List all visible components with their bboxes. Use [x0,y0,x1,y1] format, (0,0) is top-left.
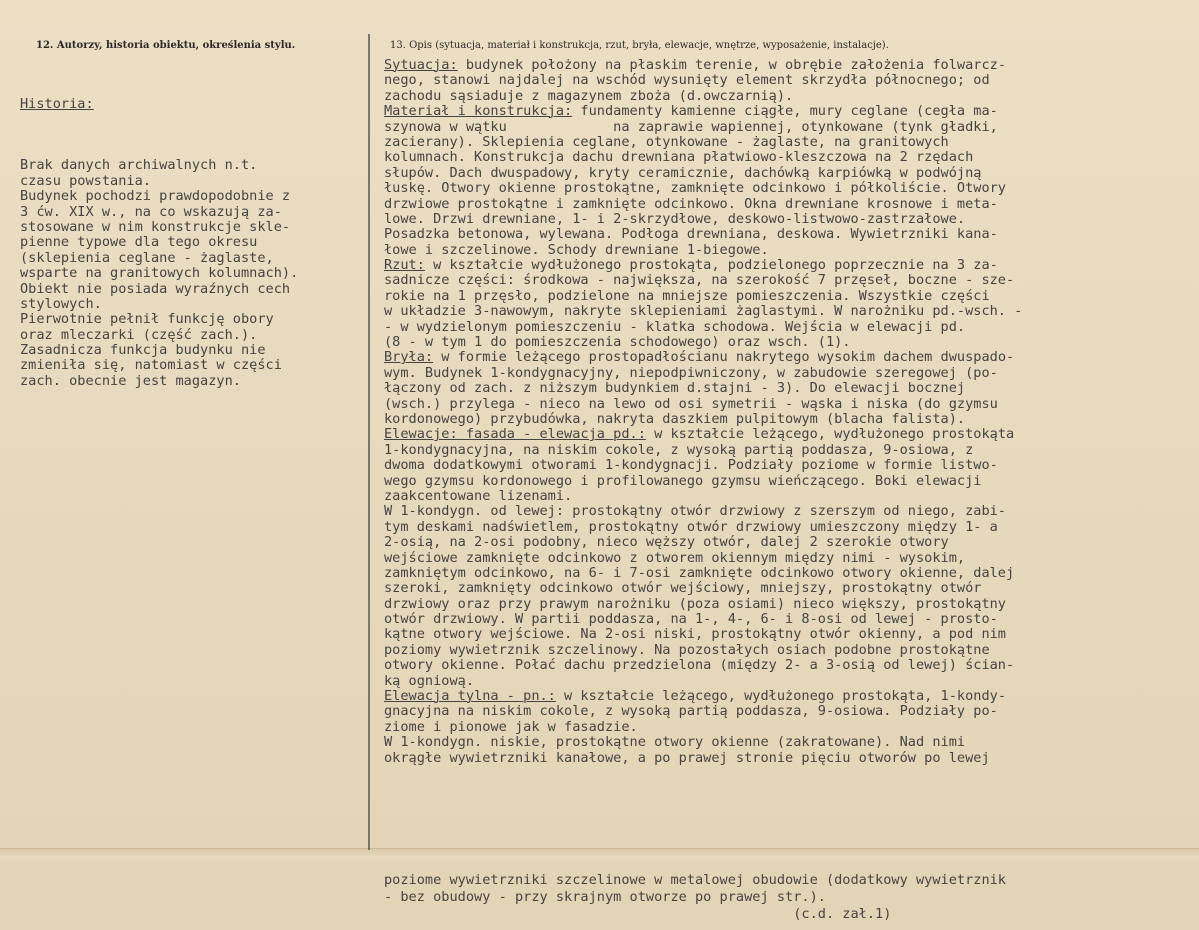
description-line [384,197,1022,212]
description-text: okrągłe wywietrzniki kanałowe, a po prawej stronie pięciu otworów po lewej [384,749,990,766]
section-label: Materiał i konstrukcja: [384,103,573,120]
description-line [384,427,1022,442]
description-text: wym. Budynek 1-kondygnacyjny, niepodpiwniczony, w zabudowie szeregowej (po- [384,364,998,381]
description-text: (wsch.) przylega - nieco na lewo od osi symetrii - wąska i niska (do gzymsu [384,395,998,412]
description-line [384,73,1022,88]
description-line [384,412,1022,427]
description-line [384,181,1022,196]
description-text: drzwiowy oraz przy prawym narożniku (poza osiami) nieco większy, prostokątny [384,595,1006,612]
description-line [384,643,1022,658]
description-text: kordonowego) przybudówka, nakryta daszkiem pulpitowym (blacha falista). [384,410,966,427]
description-text: łączony od zach. z niższym budynkiem d.stajni - 3). Do elewacji bocznej [384,380,966,397]
description-text: otwór drzwiowy. W partii poddasza, na 1-, 4-, 6- i 8-osi od lewej - prosto- [384,611,998,628]
description-text: gnacyjna na niskim cokole, z wysoką partią poddasza, 9-osiowa. Podziały po- [384,703,998,720]
history-line: czasu powstania. [20,172,151,189]
history-line: Brak danych archiwalnych n.t. [20,157,258,174]
column-divider [368,34,370,850]
description-text: otwory okienne. Połać dachu przedzielona (między 2- a 3-osią od lewej) ścian- [384,657,1015,674]
description-text: W 1-kondygn. niskie, prostokątne otwory okienne (zakratowane). Nad nimi [384,734,966,751]
description-line [384,350,1022,365]
description-text: rokie na 1 przęsło, podzielone na mniejsze pomieszczenia. Wszystkie części [384,287,990,304]
history-line: zmieniła się, natomiast w części [20,357,282,374]
section-label: Elewacje: fasada - elewacja pd.: [384,426,646,443]
description-line [384,258,1022,273]
history-line: Budynek pochodzi prawdopodobnie z [20,188,291,205]
description-line [384,212,1022,227]
description-line [384,612,1022,627]
description-line [384,658,1022,673]
history-line [20,143,298,158]
description-line [384,58,1022,73]
left-column-header: 12. Autorzy, historia obiektu, określenia stylu. [36,40,296,51]
continuation-line: poziome wywietrzniki szczelinowe w metalowej obudowie (dodatkowy wywietrznik [384,872,1006,888]
history-heading: Historia: [20,95,94,112]
description-line [384,551,1022,566]
description-text: budynek położony na płaskim terenie, w obrębie założenia folwarcz- [457,57,1007,73]
description-line [384,366,1022,381]
description-text: tym deskami nadświetlem, prostokątny otwór drzwiowy umieszczony między 1- a [384,518,998,535]
description-line [384,735,1022,750]
description-text: fundamenty kamienne ciągłe, mury ceglane (cegła ma- [572,103,998,120]
description-line [384,335,1022,350]
history-line: Pierwotnie pełnił funkcję obory [20,311,274,328]
description-text: zachodu sąsiaduje z magazynem zboża (d.owczarnią). [384,87,794,104]
description-line [384,320,1022,335]
description-line [384,120,1022,135]
description-text: ką ogniową. [384,672,475,689]
description-text: lowe. Drzwi drewniane, 1- i 2-skrzydłowe, deskowo-listwowo-zastrzałowe. [384,210,966,227]
history-line: zach. obecnie jest magazyn. [20,372,241,389]
description-text: zaakcentowane lizenami. [384,487,573,504]
description-text: zacierany). Sklepienia ceglane, otynkowane - żaglaste, na granitowych [384,133,949,150]
description-text: dwoma dodatkowymi otworami 1-kondygnacji. Podziały poziome w formie listwo- [384,457,998,474]
description-line [384,243,1022,258]
description-text: (8 - w tym 1 do pomieszczenia schodowego) oraz wsch. (1). [384,334,851,351]
description-line [384,566,1022,581]
description-column [384,58,1022,766]
continuation-text [384,872,1006,923]
description-text: ziome i pionowe jak w fasadzie. [384,718,638,735]
description-text: 1-kondygnacyjna, na niskim cokole, z wysoką partią poddasza, 9-osiowa, z [384,441,974,458]
description-text: W 1-kondygn. od lewej: prostokątny otwór drzwiowy z szerszym od niego, zabi- [384,503,1006,520]
history-line: stosowane w nim konstrukcje skle- [20,218,291,235]
description-text: szynowa w wątku na zaprawie wapiennej, otynkowane (tynk gładki, [384,118,998,135]
continuation-line: (c.d. zał.1) [384,906,892,922]
description-line [384,751,1022,766]
history-line: wsparte na granitowych kolumnach). [20,265,299,282]
description-line [384,674,1022,689]
description-line [384,166,1022,181]
description-text: kątne otwory wejściowe. Na 2-osi niski, prostokątny otwór okienny, a pod nim [384,626,1006,643]
description-line [384,135,1022,150]
description-line [384,150,1022,165]
continuation-line: - bez obudowy - przy skrajnym otworze po prawej str.). [384,889,826,905]
history-line: Zasadnicza funkcja budynku nie [20,342,266,359]
description-text: łuskę. Otwory okienne prostokątne, zamknięte odcinkowo i półkoliście. Otwory [384,180,1006,197]
description-line [384,381,1022,396]
description-text: łowe i szczelinowe. Schody drewniane 1-biegowe. [384,241,769,258]
description-line [384,689,1022,704]
description-line [384,474,1022,489]
description-text: w układzie 3-nawowym, nakryte sklepieniami żaglastymi. W narożniku pd.-wsch. - [384,303,1023,320]
history-line: oraz mleczarki (część zach.). [20,326,258,343]
description-line [384,227,1022,242]
description-text: drzwiowe prostokątne i zamknięte odcinkowo. Okna drewniane krosnowe i meta- [384,195,998,212]
description-text: sadnicze części: środkowa - największa, na szerokość 7 przęseł, boczne - sze- [384,272,1015,289]
description-line [384,627,1022,642]
history-line: pienne typowe dla tego okresu [20,234,258,251]
description-text: - w wydzielonym pomieszczeniu - klatka schodowa. Wejścia w elewacji pd. [384,318,966,335]
description-line [384,520,1022,535]
description-text: słupów. Dach dwuspadowy, kryty ceramicznie, dachówką karpiówką w podwójną [384,164,982,181]
description-text: w kształcie leżącego, wydłużonego prostokąta [645,426,1015,443]
section-label: Elewacja tylna - pn.: [384,688,556,705]
description-line [384,504,1022,519]
description-line [384,704,1022,719]
page-fold [0,848,1199,863]
description-text: nego, stanowi najdalej na wschód wysunięty element skrzydła północnego; od [384,72,990,89]
history-column [20,66,298,420]
description-line [384,597,1022,612]
description-line [384,458,1022,473]
description-line [384,489,1022,504]
section-label: Sytuacja: [384,57,458,73]
description-line [384,89,1022,104]
description-line [384,273,1022,288]
description-text: kolumnach. Konstrukcja dachu drewniana płatwiowo-kleszczowa na 2 rzędach [384,149,974,166]
description-line [384,581,1022,596]
section-label: Rzut: [384,257,425,274]
description-text: poziomy wywietrznik szczelinowy. Na pozostałych osiach podobne prostokątne [384,641,990,658]
description-text: zamkniętym odcinkowo, na 6- i 7-osi zamknięte odcinkowo otwory okienne, dalej [384,564,1015,581]
history-line: Obiekt nie posiada wyraźnych cech [20,280,291,297]
description-text: szeroki, zamknięty odcinkowo otwór wejściowy, mniejszy, prostokątny otwór [384,580,982,597]
description-line [384,443,1022,458]
description-text: w kształcie leżącego, wydłużonego prostokąta, 1-kondy- [555,688,1007,705]
history-line: (sklepienia ceglane - żaglaste, [20,249,274,266]
description-line [384,289,1022,304]
description-text: w kształcie wydłużonego prostokąta, podzielonego poprzecznie na 3 za- [424,257,998,274]
description-text: w formie leżącego prostopadłościanu nakrytego wysokim dachem dwuspado- [433,349,1015,366]
description-text: Posadzka betonowa, wylewana. Podłoga drewniana, deskowa. Wywietrzniki kana- [384,226,998,243]
description-text: wejściowe zamknięte odcinkowo z otworem okiennym między nimi - wysokim, [384,549,966,566]
description-text: 2-osią, na 2-osi podobny, nieco węższy otwór, dalej 2 szerokie otwory [384,534,949,551]
description-line [384,304,1022,319]
description-line [384,104,1022,119]
section-label: Bryła: [384,349,434,366]
description-line [384,535,1022,550]
history-line: stylowych. [20,295,102,312]
description-text: wego gzymsu kordonowego i profilowanego gzymsu wieńczącego. Boki elewacji [384,472,982,489]
history-text [20,143,298,389]
right-column-header: 13. Opis (sytuacja, materiał i konstrukcja, rzut, bryła, elewacje, wnętrze, wyposażenie, instalacje). [390,40,889,51]
description-line [384,397,1022,412]
description-line [384,720,1022,735]
history-line: 3 ćw. XIX w., na co wskazują za- [20,203,282,220]
